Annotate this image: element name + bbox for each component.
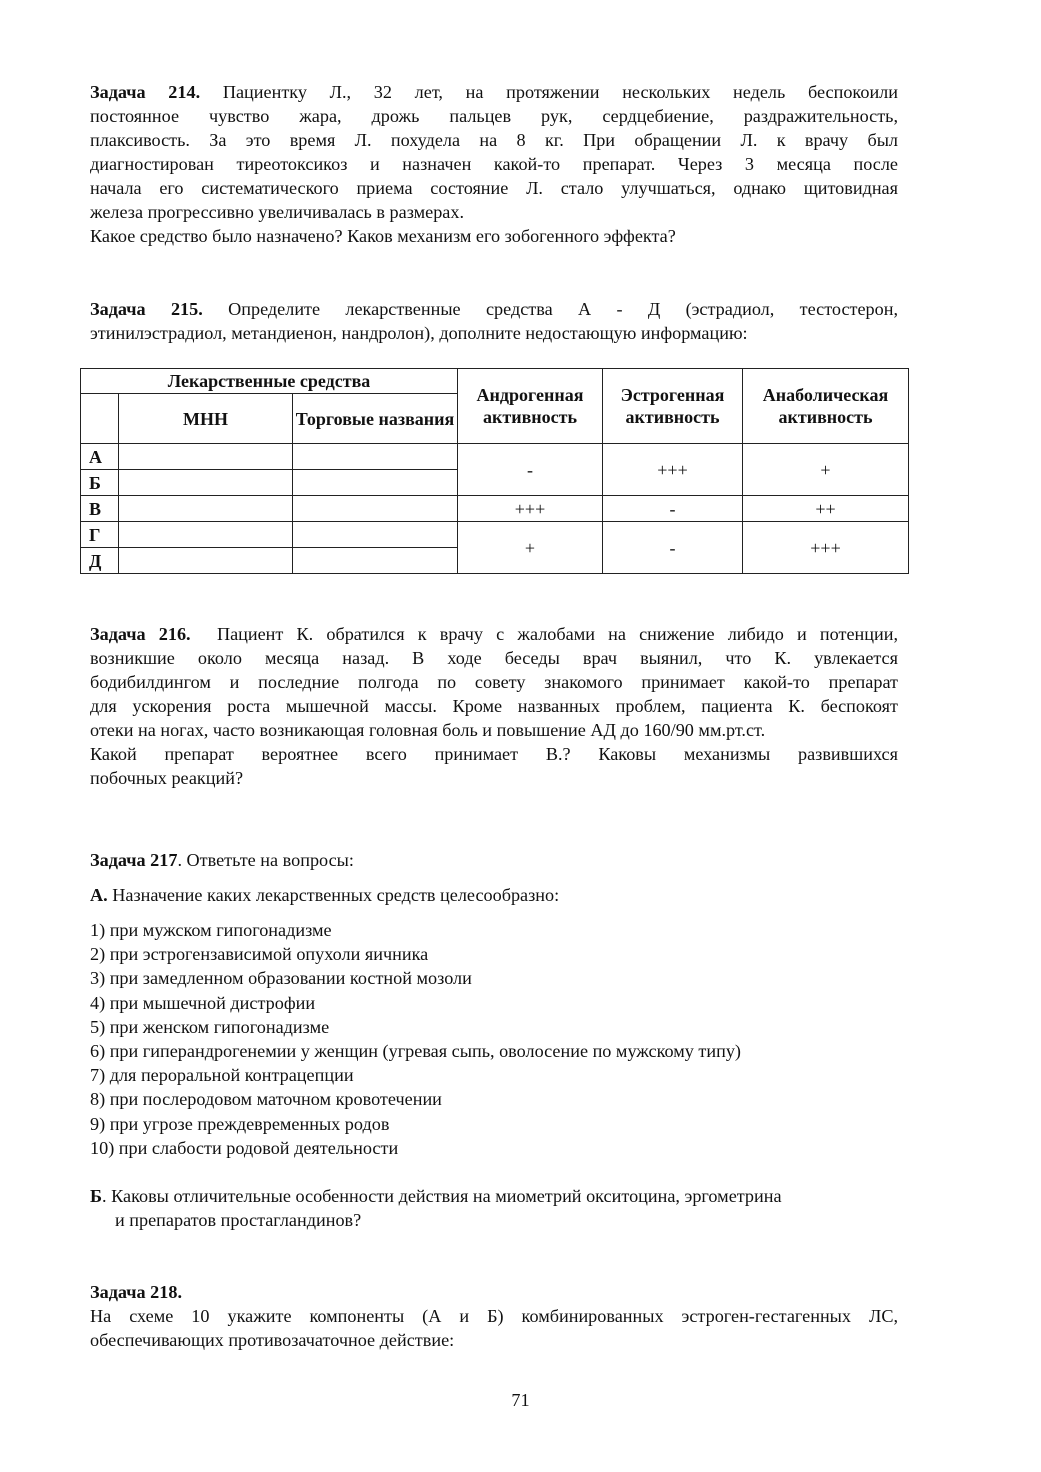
list-item: 4) при мышечной дистрофии xyxy=(90,992,316,1013)
value-cell: - xyxy=(458,444,603,496)
task-214-line-4: диагностирован тиреотоксикоз и назначен какой-то препарат. Через 3 месяца после xyxy=(90,154,898,174)
header-trade-names: Торговые названия xyxy=(293,394,458,444)
drug-activity-table xyxy=(80,368,909,574)
task-215-line-1: Задача 215. Определите лекарственные средства А - Д (эстрадиол, тестостерон, xyxy=(90,299,899,319)
task-217-title: Задача 217. Ответьте на вопросы: xyxy=(90,850,354,870)
task-215 xyxy=(90,297,898,345)
task-214 xyxy=(90,80,898,248)
value-cell: + xyxy=(458,522,603,574)
mnn-cell[interactable] xyxy=(119,522,293,548)
list-item: 10) при слабости родовой деятельности xyxy=(90,1137,399,1158)
page-number: 71 xyxy=(511,1390,530,1410)
value-cell: +++ xyxy=(603,444,743,496)
table-row xyxy=(81,444,909,470)
task-218-line-1: На схеме 10 укажите компоненты (А и Б) комбинированных эстроген-гестагенных ЛС, xyxy=(90,1306,898,1326)
task-214-line-1: Задача 214. Пациентку Л., 32 лет, на протяжении нескольких недель беспокоили xyxy=(90,82,898,102)
task-216-line-6: Какой препарат вероятнее всего принимает В.? Каковы механизмы развившихся xyxy=(90,744,898,764)
trade-cell[interactable] xyxy=(293,548,458,574)
part-a-question: Назначение каких лекарственных средств целесообразно: xyxy=(107,885,560,905)
task-216-line-2: возникшие около месяца назад. В ходе беседы врач выянил, что К. увлекается xyxy=(90,648,898,668)
task-216-line-3: бодибилдингом и последние полгода по совету знакомого принимает какой-то препарат xyxy=(90,672,898,692)
table-group-header: Лекарственные средства xyxy=(81,369,458,394)
value-cell: +++ xyxy=(458,496,603,522)
trade-cell[interactable] xyxy=(293,522,458,548)
value-cell: - xyxy=(603,522,743,574)
mnn-cell[interactable] xyxy=(119,444,293,470)
task-217-heading: Задача 217 xyxy=(90,850,178,870)
value-cell: ++ xyxy=(743,496,909,522)
header-androgenic: Андрогенная активность xyxy=(458,369,603,444)
header-mnn: МНН xyxy=(119,394,293,444)
task-217-part-a xyxy=(90,883,898,907)
list-item: 3) при замедленном образовании костной мозоли xyxy=(90,968,472,989)
row-label: В xyxy=(81,496,119,522)
trade-cell[interactable] xyxy=(293,496,458,522)
header-blank xyxy=(81,394,119,444)
row-label: Г xyxy=(81,522,119,548)
mnn-cell[interactable] xyxy=(119,548,293,574)
header-estrogenic: Эстрогенная активность xyxy=(603,369,743,444)
task-218-line-2: обеспечивающих противозачаточное действие: xyxy=(90,1330,455,1350)
row-label: А xyxy=(81,444,119,470)
task-214-line-5: начала его систематического приема состояние Л. стало улучшаться, однако щитовидная xyxy=(90,178,898,198)
list-item: 7) для пероральной контрацепции xyxy=(90,1065,354,1086)
task-214-question: Какое средство было назначено? Каков механизм его зобогенного эффекта? xyxy=(90,226,676,246)
list-item: 5) при женском гипогонадизме xyxy=(90,1016,330,1037)
task-218 xyxy=(90,1280,898,1352)
table-row xyxy=(81,496,909,522)
trade-cell[interactable] xyxy=(293,470,458,496)
trade-cell[interactable] xyxy=(293,444,458,470)
task-214-line-6: железа прогрессивно увеличивалась в размерах. xyxy=(90,202,465,222)
part-b-question-line-2: и препаратов простагландинов? xyxy=(115,1210,362,1230)
list-item: 9) при угрозе преждевременных родов xyxy=(90,1113,390,1134)
indications-list xyxy=(90,918,898,1160)
list-item: 8) при послеродовом маточном кровотечении xyxy=(90,1089,442,1110)
task-214-heading: Задача 214. xyxy=(90,82,201,102)
task-217-part-b xyxy=(90,1184,898,1232)
task-216-line-7: побочных реакций? xyxy=(90,768,244,788)
header-anabolic: Анаболическая активность xyxy=(743,369,909,444)
list-item: 6) при гиперандрогенемии у женщин (угревая сыпь, оволосение по мужскому типу) xyxy=(90,1040,741,1061)
table-row xyxy=(81,522,909,548)
part-b-label: Б xyxy=(90,1186,103,1206)
task-216-line-5: отеки на ногах, часто возникающая головная боль и повышение АД до 160/90 мм.рт.ст. xyxy=(90,720,766,740)
task-214-line-2: постоянное чувство жара, дрожь пальцев рук, сердцебиение, раздражительность, xyxy=(90,106,898,126)
mnn-cell[interactable] xyxy=(119,470,293,496)
row-label: Д xyxy=(81,548,119,574)
task-217 xyxy=(90,848,898,872)
task-216-heading: Задача 216. xyxy=(90,624,191,644)
task-214-line-3: плаксивость. За это время Л. похудела на 8 кг. При обращении Л. к врачу был xyxy=(90,130,898,150)
list-item: 1) при мужском гипогонадизме xyxy=(90,920,332,940)
value-cell: - xyxy=(603,496,743,522)
row-label: Б xyxy=(81,470,119,496)
task-216 xyxy=(90,622,898,790)
task-216-line-4: для ускорения роста мышечной массы. Кроме названных проблем, пациента К. беспокоят xyxy=(90,696,898,716)
list-item: 2) при эстрогензависимой опухоли яичника xyxy=(90,944,429,965)
mnn-cell[interactable] xyxy=(119,496,293,522)
task-216-line-1: Задача 216. Пациент К. обратился к врачу с жалобами на снижение либидо и потенции, xyxy=(90,624,898,644)
value-cell: +++ xyxy=(743,522,909,574)
task-215-line-2: этинилэстрадиол, метандиенон, нандролон), дополните недостающую информацию: xyxy=(90,323,748,343)
part-a-label: А. xyxy=(90,885,108,905)
part-b-question-line-1: . Каковы отличительные особенности действия на миометрий окситоцина, эргометрина xyxy=(102,1186,782,1206)
value-cell: + xyxy=(743,444,909,496)
task-215-heading: Задача 215. xyxy=(90,299,203,319)
task-218-heading: Задача 218. xyxy=(90,1282,182,1302)
